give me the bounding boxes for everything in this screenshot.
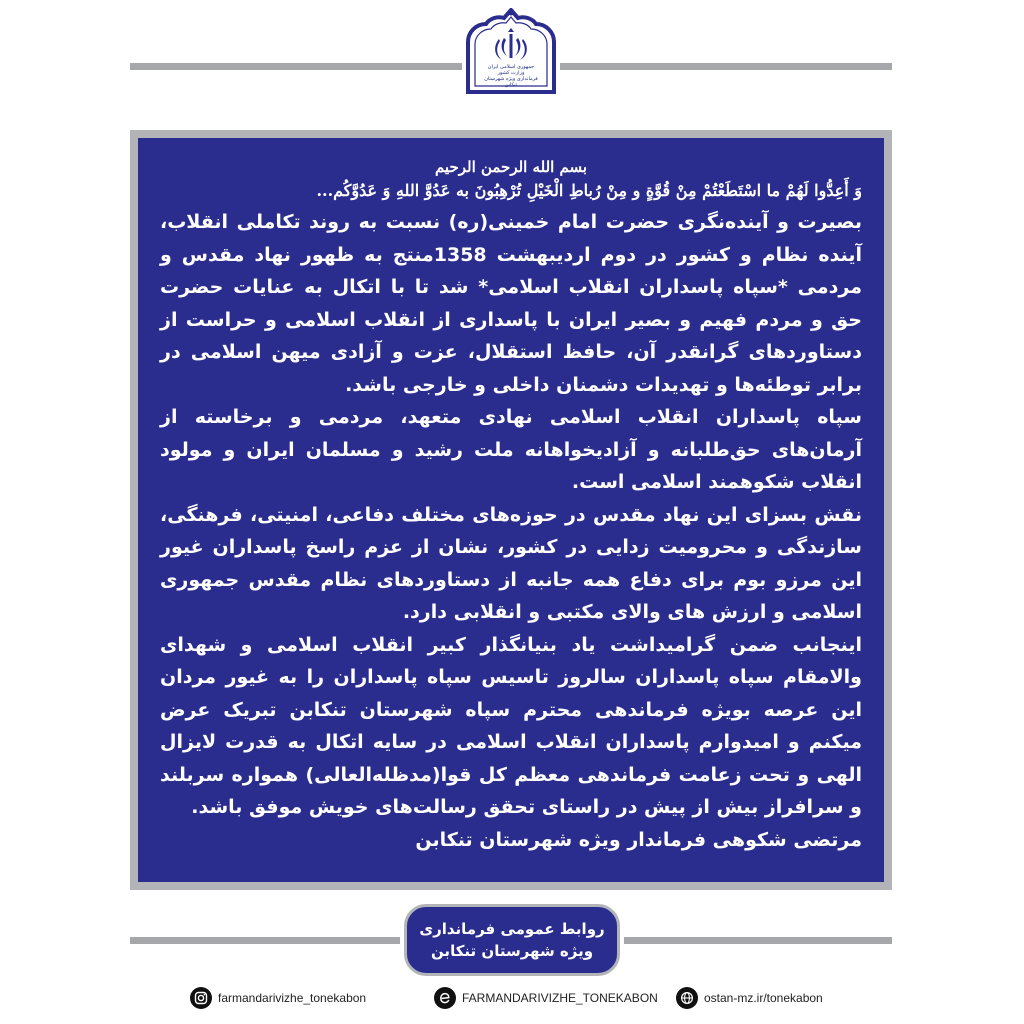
public-relations-badge [404, 904, 620, 976]
paragraph-2: سپاه پاسداران انقلاب اسلامی نهادی متعهد، مردمی و برخاسته از آرمان‌های حق‌طلبانه و آزادیخواهانه ملت رشید و مسلمان ایران و مولود انقلاب شکوهمند اسلامی است. [160, 406, 862, 493]
top-divider-left [130, 63, 462, 70]
government-emblem [462, 8, 560, 98]
instagram-handle: farmandarivizhe_tonekabon [218, 991, 367, 1005]
instagram-link[interactable] [190, 986, 366, 1010]
emblem-line-3: فرمانداری ویژه شهرستان تنکابن [484, 76, 538, 88]
website-link[interactable] [676, 986, 823, 1010]
bottom-divider-left [130, 937, 400, 944]
eitaa-link[interactable] [434, 986, 658, 1010]
letter-panel [130, 130, 892, 890]
top-divider-right [560, 63, 892, 70]
website-url: ostan-mz.ir/tonekabon [704, 991, 823, 1005]
dept-line-1: روابط عمومی فرمانداری [419, 920, 605, 938]
paragraph-4: اینجانب ضمن گرامیداشت یاد بنیانگذار کبیر انقلاب اسلامی و شهدای والامقام سپاه پاسداران سالروز تاسیس سپاه پاسداران را به غیور مردان این عرصه بویژه فرماندهی محترم سپاه شهرستان تنکابن تبریک عرض میکنم و امیدوارم پاسداران انقلاب اسلامی در سایه اتکال به قدرت لایزال الهی و تحت زعامت فرماندهی معظم کل قوا(مدظله‌العالی) همواره سربلند و سرافراز بیش از پیش در راستای تحقق رسالت‌های خویش موفق باشد. [160, 633, 862, 818]
emblem-caption [482, 64, 540, 88]
paragraph-3: نقش بسزای این نهاد مقدس در حوزه‌های مختلف دفاعی، امنیتی، فرهنگی، سازندگی و محرومیت زدایی در کشور، نشان از عزم راسخ پاسداران غیور این مرزو بوم برای دفاع همه جانبه از دستاوردهای نظام مقدس جمهوری اسلامی و ارزش های والای مکتبی و انقلابی دارد. [160, 503, 862, 623]
eitaa-handle: FARMANDARIVIZHE_TONEKABON [462, 991, 658, 1005]
bottom-divider-right [624, 937, 892, 944]
globe-icon [676, 987, 698, 1009]
quran-verse: وَ أَعِدُّوا لَهُمْ ما اسْتَطَعْتُمْ مِنْ قُوَّةٍ و مِنْ رُباطِ الْخَيْلِ تُرْهِبُونَ به عَدُوَّ اللهِ وَ عَدُوَّکُم... [316, 181, 862, 200]
emblem-line-1: جمهوری اسلامی ایران [487, 64, 535, 70]
letter-body [138, 138, 884, 882]
emblem-line-2: وزارت کشور [497, 70, 525, 76]
signature: مرتضی شکوهی فرماندار ویژه شهرستان تنکابن [415, 828, 862, 851]
instagram-icon [190, 987, 212, 1009]
dept-line-2: ویژه شهرستان تنکابن [430, 942, 594, 960]
paragraph-1: بصیرت و آینده‌نگری حضرت امام خمینی(ره) نسبت به روند تکاملی انقلاب، آینده نظام و کشور در دوم اردیبهشت 1358منتج به ظهور نهاد مقدس و مردمی *سپاه پاسداران انقلاب اسلامی* شد تا با اتکال به عنایات حضرت حق و مردم فهیم و بصیر ایران با پاسداری از انقلاب اسلامی و حراست از دستاوردهای گرانقدر آن، حافظ استقلال، عزت و آزادی میهن اسلامی در برابر توطئه‌ها و تهدیدات دشمنان داخلی و خارجی باشد. [160, 211, 862, 396]
bismillah: بسم الله الرحمن الرحیم [434, 158, 588, 176]
eitaa-icon [434, 987, 456, 1009]
